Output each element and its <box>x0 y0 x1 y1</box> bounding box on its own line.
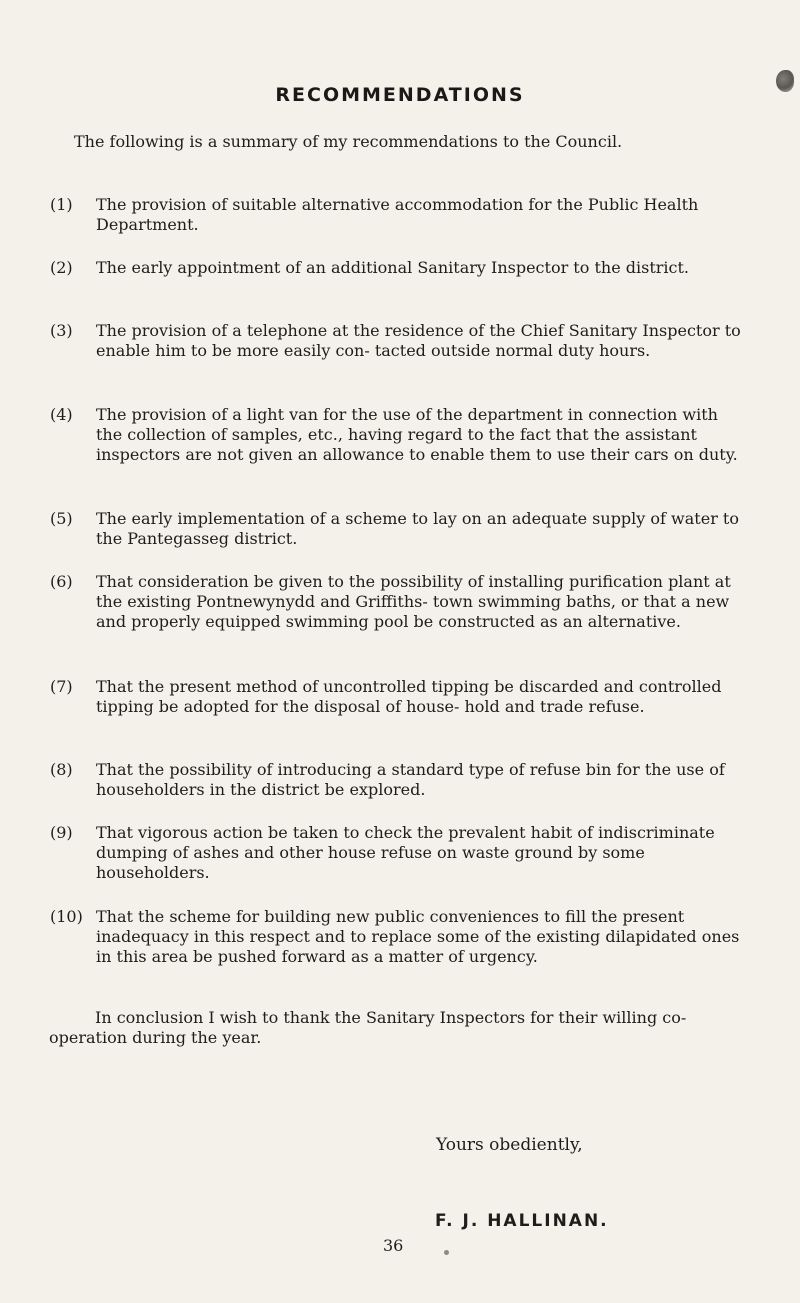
recommendation-item <box>50 572 750 632</box>
recommendation-text: The early appointment of an additional Sanitary Inspector to the district. <box>96 258 689 277</box>
recommendation-text: The provision of a telephone at the residence of the Chief Sanitary Inspector to enable him to be more easily con- tacted outside normal duty hours. <box>96 321 741 360</box>
closing-salutation: Yours obediently, <box>436 1135 583 1155</box>
recommendation-number: (1) <box>50 195 73 214</box>
recommendation-item <box>50 195 750 235</box>
intro-paragraph: The following is a summary of my recommendations to the Council. <box>74 132 623 151</box>
recommendation-item <box>50 509 750 549</box>
recommendation-number: (3) <box>50 321 73 340</box>
recommendation-text: The provision of a light van for the use of the department in connection with the collection of samples, etc., having regard to the fact that the assistant inspectors are not given an allowance to enable them to use their cars on duty. <box>96 405 738 464</box>
ink-dot-mark <box>444 1250 449 1255</box>
recommendation-item <box>50 907 750 967</box>
recommendation-item <box>50 258 750 278</box>
recommendation-item <box>50 321 750 361</box>
signature-name: F. J. HALLINAN. <box>435 1211 609 1231</box>
recommendation-item <box>50 677 750 717</box>
recommendation-number: (7) <box>50 677 73 696</box>
recommendation-text: That the possibility of introducing a standard type of refuse bin for the use of householders in the district be explored. <box>96 760 725 799</box>
recommendation-number: (9) <box>50 823 73 842</box>
recommendation-number: (5) <box>50 509 73 528</box>
recommendation-text: The provision of suitable alternative accommodation for the Public Health Department. <box>96 195 699 234</box>
recommendation-text: That the scheme for building new public conveniences to fill the present inadequacy in this respect and to replace some of the existing dilapidated ones in this area be pushed forward as a matter of urgency. <box>96 907 740 966</box>
recommendation-number: (2) <box>50 258 73 277</box>
recommendation-number: (8) <box>50 760 73 779</box>
recommendation-text: That vigorous action be taken to check the prevalent habit of indiscriminate dumping of ashes and other house refuse on waste ground by some householders. <box>96 823 715 882</box>
page-heading: RECOMMENDATIONS <box>275 84 525 106</box>
recommendation-item <box>50 823 750 883</box>
recommendation-number: (10) <box>50 907 83 926</box>
conclusion-paragraph: In conclusion I wish to thank the Sanitary Inspectors for their willing co-operation during the year. <box>49 1008 687 1047</box>
recommendation-text: That the present method of uncontrolled tipping be discarded and controlled tipping be adopted for the disposal of house- hold and trade refuse. <box>96 677 722 716</box>
page-number: 36 <box>383 1236 404 1255</box>
recommendation-text: That consideration be given to the possibility of installing purification plant at the existing Pontnewynydd and Griffiths- town swimming baths, or that a new and properly equipped swimming pool be constructed as an alternative. <box>96 572 731 631</box>
recommendation-number: (6) <box>50 572 73 591</box>
recommendation-number: (4) <box>50 405 73 424</box>
recommendation-item <box>50 760 750 800</box>
recommendation-text: The early implementation of a scheme to lay on an adequate supply of water to the Pantegasseg district. <box>96 509 739 548</box>
recommendation-item <box>50 405 750 465</box>
